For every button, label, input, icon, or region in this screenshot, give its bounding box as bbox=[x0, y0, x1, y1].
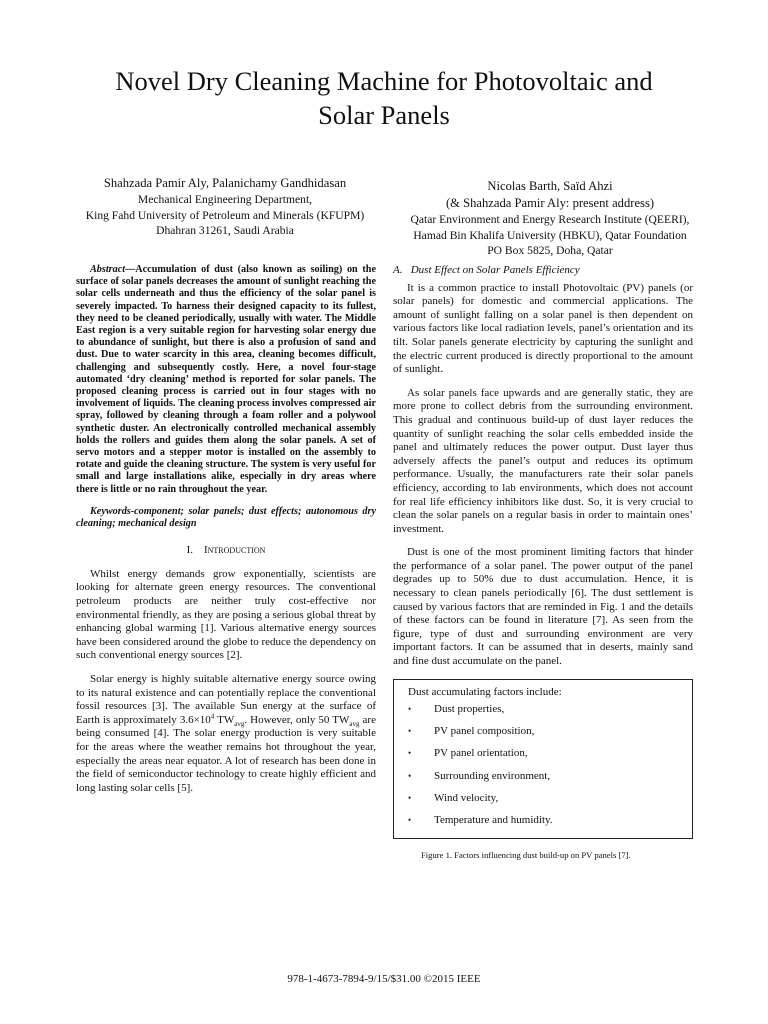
bullet: • bbox=[408, 792, 412, 803]
subsection-label: A. bbox=[393, 264, 403, 276]
abstract bbox=[76, 264, 376, 496]
affiliation-line: Qatar Environment and Energy Research Institute (QEERI), bbox=[410, 213, 690, 226]
keywords: Keywords-component; solar panels; dust effects; autonomous dry cleaning; mechanical design bbox=[76, 505, 376, 530]
list-item: • Temperature and humidity. bbox=[408, 813, 553, 826]
bullet: • bbox=[408, 814, 412, 825]
affiliation-line: King Fahd University of Petroleum and Minerals (KFUPM) bbox=[85, 208, 365, 222]
affiliation-line: Mechanical Engineering Department, bbox=[137, 193, 313, 206]
figure-caption: Figure 1. Factors influencing dust build-up on PV panels [7]. bbox=[421, 849, 631, 860]
dust-paragraph-3: Dust is one of the most prominent limiting factors that hinder the performance of a solar panel. The power output of the panel degrades up to 50% due to dust accumulation. Hence, it is necessary to clean panels periodically [6]. The dust settlement is caused by various factors that are reminded in Fig. 1 and the details of these factors can be found in literature [7]. As seen from the figure, type of dust and surrounding environment are very important factors. It can be assumed that in deserts, mainly sand and fine dust accumulate on the panel. bbox=[393, 546, 693, 668]
title-line-1: Novel Dry Cleaning Machine for Photovoltaic and bbox=[115, 66, 653, 96]
right-column bbox=[393, 264, 693, 862]
affiliation-line: Dhahran 31261, Saudi Arabia bbox=[156, 224, 294, 237]
bullet: • bbox=[408, 770, 412, 781]
section-heading-introduction bbox=[76, 544, 376, 558]
paper-title bbox=[0, 64, 768, 132]
list-item: • Dust properties, bbox=[408, 703, 505, 716]
section-title: Introduction bbox=[203, 544, 266, 557]
author-block-right bbox=[385, 178, 715, 259]
author-names-left: Shahzada Pamir Aly, Palanichamy Gandhidasan bbox=[103, 176, 347, 190]
author-names-right: Nicolas Barth, Saïd Ahzi bbox=[487, 179, 613, 193]
bullet: • bbox=[408, 726, 412, 737]
dust-paragraph-1: It is a common practice to install Photovoltaic (PV) panels (or solar panels) for domestic and commercial applications. The amount of sunlight falling on a solar panel is then dependent on various factors like local radiation levels, panel’s orientation and its tilt. Solar panels generate electricity by capturing the sunlight and the electric current produced is directly proportional to the amount of sunlight. bbox=[393, 281, 693, 376]
bullet: • bbox=[408, 748, 412, 759]
list-item: • Surrounding environment, bbox=[408, 769, 551, 782]
intro-paragraph-2: Solar energy is highly suitable alternative energy source owing to its natural existence and can potentially replace the conventional fossil resources [3]. The available Sun energy at the surface of Earth is approximately $3.6\times 10^4$ $TW_{avg}$. However, only 50 $TW_{avg}$ are being consumed [4]. The solar energy production is very suitable for the areas where the weather remains hot throughout the year, especially the areas near equator. A lot of research has been done in the field of semiconductor technology to create highly efficient and long lasting solar cells [5]. bbox=[76, 673, 376, 794]
intro-paragraph-1: Whilst energy demands grow exponentially, scientists are looking for alternate green energy resources. The conventional petroleum products are neither truly cost-effective nor environmental friendly, as they are posing a serious global threat by enhancing global warming [1]. Various alternative energy sources have been considered around the globe to reduce the dependency on such conventional energy sources [2]. bbox=[76, 567, 376, 662]
subsection-title: Dust Effect on Solar Panels Efficiency bbox=[410, 264, 580, 276]
list-item: • PV panel orientation, bbox=[408, 747, 528, 760]
copyright-footer: 978-1-4673-7894-9/15/$31.00 ©2015 IEEE bbox=[287, 973, 481, 985]
dust-paragraph-2: As solar panels face upwards and are generally static, they are more prone to collect debris from the surrounding environment. This gradual and continuous build-up of dust layer reduces the quantity of sunlight reaching the solar cells embedded inside the panel and ultimately reduces the power output. Dust layer thus adversely affects the panel’s output and reduces its optimum performance. Usually, the manufacturers rate their solar panels efficiency, according to lab environments, which does not account for real life efficiency inhibitors like dust. So, it is very crucial to clean the solar panels on a regular basis in order to maintain ones’ investment. bbox=[393, 386, 693, 535]
bullet: • bbox=[408, 704, 412, 715]
title-line-2: Solar Panels bbox=[318, 100, 450, 130]
affiliation-line: Hamad Bin Khalifa University (HBKU), Qatar Foundation bbox=[413, 228, 687, 242]
affiliation-line: PO Box 5825, Doha, Qatar bbox=[487, 244, 613, 257]
list-item: • Wind velocity, bbox=[408, 791, 499, 804]
author-block-left bbox=[60, 175, 390, 239]
author-note: (& Shahzada Pamir Aly: present address) bbox=[445, 196, 655, 210]
abstract-text: —Accumulation of dust (also known as soiling) on the surface of solar panels decreases the amount of sunlight reaching the solar cells underneath and thus the efficiency of the solar panel is severely impacted. To harness their designed capacity to its fullest, they need to be cleaned periodically, usually with water. The Middle East region is a very suitable region for harvesting solar energy due to abundance of sunlight, but there is also a profusion of sand and dust. Due to water scarcity in this area, cleaning becomes difficult, challenging and subsequently costly. Here, a novel four-stage automated ‘dry cleaning’ method is reported for solar panels. The proposed cleaning process is carried out in four stages with no involvement of liquids. The cleaning process involves compressed air spray, followed by cleaning through a foam roller and a polywool synthetic duster. An electronically controlled mechanical assembly holds the rollers and guides them along the solar panels. A set of servo motors and a stepper motor is installed on the assembly to rotate and guide the cleaning structure. The system is very useful for small and large installations alike, especially in dry areas where there is little or no rain throughout the year. bbox=[76, 264, 376, 495]
abstract-label: Abstract bbox=[90, 264, 126, 275]
figure-1-box bbox=[393, 679, 693, 839]
list-item: • PV panel composition, bbox=[408, 725, 535, 738]
section-number: I. bbox=[186, 544, 193, 557]
figure-intro: Dust accumulating factors include: bbox=[408, 685, 562, 698]
subsection-heading bbox=[393, 264, 693, 278]
factor-list bbox=[408, 703, 682, 827]
left-column bbox=[76, 264, 376, 805]
